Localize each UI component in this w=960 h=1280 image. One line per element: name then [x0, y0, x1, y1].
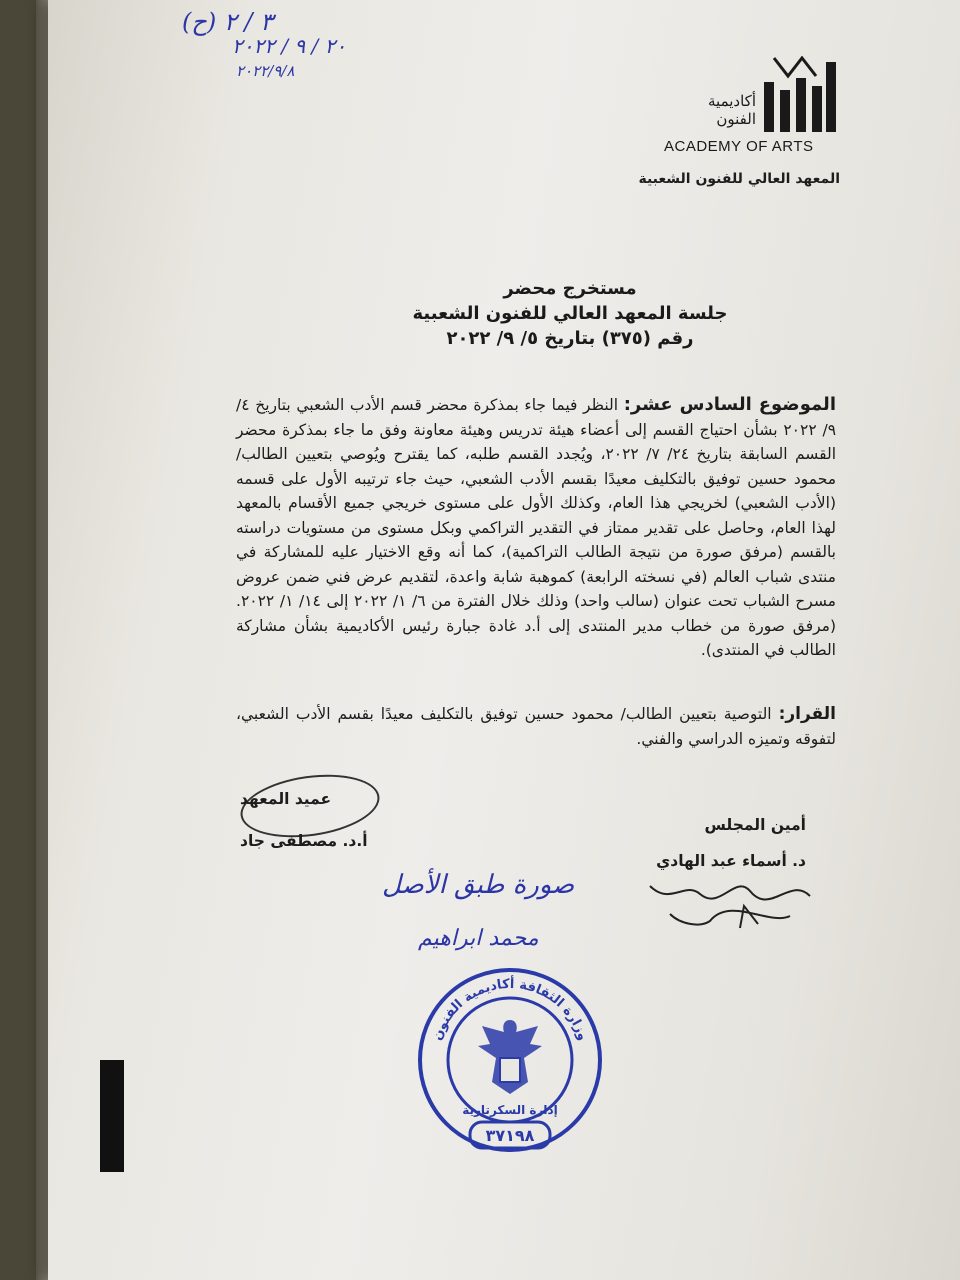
heading-line-2: جلسة المعهد العالي للفنون الشعبية [412, 303, 728, 324]
handwritten-ref-top: ٢٠٢٢/٩/٨ [236, 62, 295, 80]
subject-text: النظر فيما جاء بمذكرة محضر قسم الأدب الشعبي بتاريخ ٤/ ٩/ ٢٠٢٢ بشأن احتياج القسم إلى أعضاء هيئة تدريس وهيئة معاونة وفق ما جاء بمذكرة محضر القسم السابقة بتاريخ ٢٤/ ٧/ ٢٠٢٢، ويُجدد القسم طلبه، كما يقترح ويُوصي بتعيين الطالب/ محمود حسين توفيق بالتكليف معيدًا بقسم الأدب الشعبي، حيث جاء ترتيبه الأول على قسمه (الأدب الشعبي) لخريجي هذا العام، وكذلك الأول على مستوى خريجي جميع الأقسام بالمعهد لهذا العام، وحاصل على تقدير ممتاز في التقدير التراكمي وبكل مستوى من مستويات دراسته بالقسم (مرفق صورة من نتيجة الطالب التراكمية)، كما أنه وقع الاختيار عليه للمشاركة في منتدى شباب العالم (في نسخته الرابعة) كموهبة شابة واعدة، لتقديم عرض فني ضمن عروض مسرح الشباب تحت عنوان (سالب واحد) وذلك خلال الفترة من ٦/ ١/ ٢٠٢٢ إلى ١٤/ ١/ ٢٠٢٢. (مرفق صورة من خطاب مدير المنتدى إلى أ.د غادة جبارة رئيس الأكاديمية بشأن مشاركة الطالب في المنتدى). [236, 396, 837, 659]
decision-text: التوصية بتعيين الطالب/ محمود حسين توفيق بالتكليف معيدًا بقسم الأدب الشعبي، لتفوقه وتميزه الدراسي والفني. [236, 705, 836, 748]
secretary-name: د. أسماء عبد الهادي [656, 852, 806, 870]
secretary-signature [640, 866, 830, 936]
handwritten-note-top: (ح) ٣ / ٢ [182, 8, 273, 36]
decision-label: القرار: [778, 704, 836, 724]
secretary-title: أمين المجلس [704, 816, 806, 834]
handwritten-signature-name: محمد ابراهيم [418, 926, 539, 951]
logo-arabic-text [666, 92, 756, 128]
heading-line-1: مستخرج محضر [503, 278, 637, 299]
handwritten-date-top: ٢٠ / ٩ / ٢٠٢٢ [232, 34, 347, 58]
dean-title: عميد المعهد [240, 790, 332, 808]
minutes-body [236, 393, 836, 663]
logo-english-text: ACADEMY OF ARTS [664, 138, 814, 155]
institute-name: المعهد العالي للفنون الشعبية [638, 171, 840, 187]
dean-name: أ.د. مصطفى جاد [240, 832, 368, 850]
logo-arabic-line1: أكاديمية [708, 92, 756, 110]
seal-number: ٣٧١٩٨ [485, 1126, 535, 1145]
official-seal [412, 962, 608, 1158]
handwritten-true-copy: صورة طبق الأصل [382, 870, 575, 900]
heading-line-3: رقم (٣٧٥) بتاريخ ٥/ ٩/ ٢٠٢٢ [446, 328, 694, 349]
logo-arabic-line2: الفنون [716, 110, 756, 128]
decision-paragraph [236, 702, 836, 751]
academy-logo [664, 56, 840, 164]
eagle-emblem-icon [478, 1020, 542, 1094]
seal-ring-text: وزارة الثقافة أكاديمية الفنون [429, 976, 591, 1043]
black-margin-mark [100, 1060, 124, 1172]
seal-bottom-text: إدارة السكرتارية [462, 1103, 558, 1117]
subject-label: الموضوع السادس عشر: [623, 394, 836, 415]
academy-logo-icon [760, 56, 840, 134]
